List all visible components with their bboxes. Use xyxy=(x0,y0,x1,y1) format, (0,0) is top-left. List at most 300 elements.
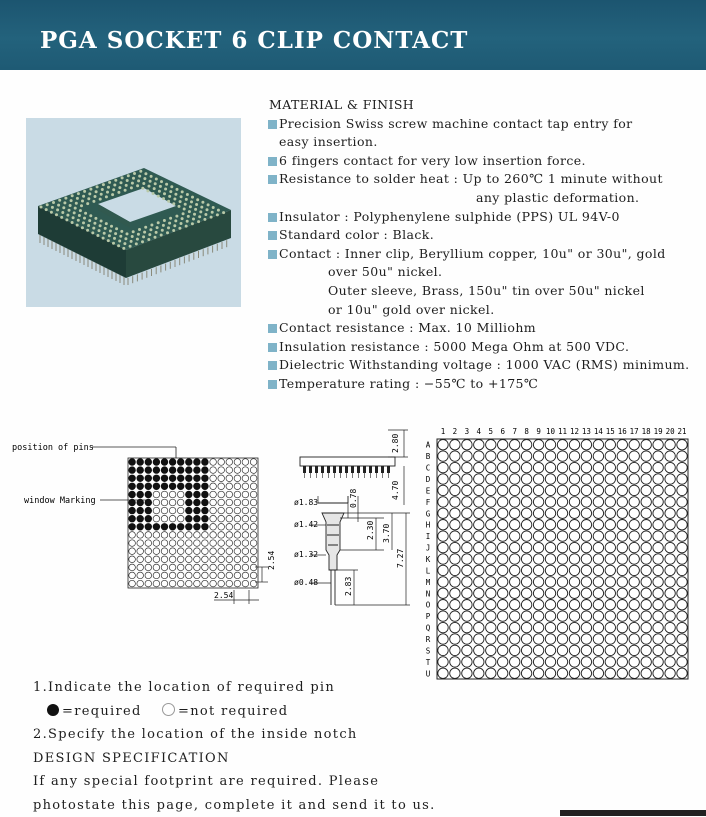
pin-cell[interactable] xyxy=(438,554,448,564)
pin-cell[interactable] xyxy=(581,440,591,450)
pin-cell[interactable] xyxy=(641,497,651,507)
pin-cell[interactable] xyxy=(617,462,627,472)
pin-cell[interactable] xyxy=(665,451,675,461)
pin-cell[interactable] xyxy=(617,474,627,484)
pin-cell[interactable] xyxy=(474,508,484,518)
pin-cell[interactable] xyxy=(665,565,675,575)
pin-cell[interactable] xyxy=(677,588,687,598)
pin-cell[interactable] xyxy=(641,474,651,484)
pin-cell[interactable] xyxy=(641,440,651,450)
pin-cell[interactable] xyxy=(521,520,531,530)
pin-cell[interactable] xyxy=(486,565,496,575)
pin-cell[interactable] xyxy=(581,645,591,655)
pin-cell[interactable] xyxy=(510,542,520,552)
pin-cell[interactable] xyxy=(462,474,472,484)
pin-cell[interactable] xyxy=(641,520,651,530)
pin-cell[interactable] xyxy=(450,451,460,461)
pin-cell[interactable] xyxy=(581,554,591,564)
pin-cell[interactable] xyxy=(462,622,472,632)
pin-cell[interactable] xyxy=(557,531,567,541)
pin-cell[interactable] xyxy=(629,588,639,598)
pin-cell[interactable] xyxy=(557,497,567,507)
pin-cell[interactable] xyxy=(450,600,460,610)
pin-cell[interactable] xyxy=(557,508,567,518)
pin-cell[interactable] xyxy=(677,508,687,518)
pin-cell[interactable] xyxy=(521,645,531,655)
pin-cell[interactable] xyxy=(438,668,448,678)
pin-cell[interactable] xyxy=(533,542,543,552)
pin-cell[interactable] xyxy=(462,668,472,678)
pin-cell[interactable] xyxy=(665,634,675,644)
pin-cell[interactable] xyxy=(498,645,508,655)
pin-cell[interactable] xyxy=(641,657,651,667)
pin-cell[interactable] xyxy=(569,657,579,667)
pin-cell[interactable] xyxy=(569,554,579,564)
pin-cell[interactable] xyxy=(474,645,484,655)
pin-cell[interactable] xyxy=(653,645,663,655)
pin-cell[interactable] xyxy=(498,657,508,667)
pin-cell[interactable] xyxy=(450,645,460,655)
pin-cell[interactable] xyxy=(605,622,615,632)
pin-cell[interactable] xyxy=(474,668,484,678)
pin-cell[interactable] xyxy=(557,451,567,461)
pin-cell[interactable] xyxy=(629,622,639,632)
pin-cell[interactable] xyxy=(486,497,496,507)
pin-cell[interactable] xyxy=(665,497,675,507)
pin-cell[interactable] xyxy=(581,462,591,472)
pin-cell[interactable] xyxy=(521,474,531,484)
pin-cell[interactable] xyxy=(462,634,472,644)
pin-cell[interactable] xyxy=(629,611,639,621)
pin-cell[interactable] xyxy=(653,634,663,644)
pin-cell[interactable] xyxy=(438,542,448,552)
pin-cell[interactable] xyxy=(629,440,639,450)
pin-cell[interactable] xyxy=(641,508,651,518)
pin-cell[interactable] xyxy=(462,440,472,450)
pin-cell[interactable] xyxy=(510,474,520,484)
pin-cell[interactable] xyxy=(581,565,591,575)
pin-cell[interactable] xyxy=(438,497,448,507)
pin-cell[interactable] xyxy=(593,485,603,495)
pin-cell[interactable] xyxy=(605,657,615,667)
pin-cell[interactable] xyxy=(581,622,591,632)
pin-cell[interactable] xyxy=(533,565,543,575)
pin-cell[interactable] xyxy=(510,440,520,450)
pin-cell[interactable] xyxy=(498,440,508,450)
pin-cell[interactable] xyxy=(677,462,687,472)
pin-cell[interactable] xyxy=(486,611,496,621)
pin-cell[interactable] xyxy=(438,588,448,598)
pin-cell[interactable] xyxy=(593,634,603,644)
pin-cell[interactable] xyxy=(498,542,508,552)
pin-cell[interactable] xyxy=(677,485,687,495)
pin-cell[interactable] xyxy=(438,622,448,632)
pin-cell[interactable] xyxy=(605,531,615,541)
pin-cell[interactable] xyxy=(641,634,651,644)
pin-cell[interactable] xyxy=(474,588,484,598)
pin-cell[interactable] xyxy=(629,634,639,644)
pin-cell[interactable] xyxy=(617,497,627,507)
pin-cell[interactable] xyxy=(450,622,460,632)
pin-cell[interactable] xyxy=(653,474,663,484)
pin-cell[interactable] xyxy=(510,554,520,564)
pin-cell[interactable] xyxy=(510,645,520,655)
pin-cell[interactable] xyxy=(629,508,639,518)
pin-cell[interactable] xyxy=(557,577,567,587)
pin-cell[interactable] xyxy=(581,508,591,518)
pin-cell[interactable] xyxy=(474,451,484,461)
pin-cell[interactable] xyxy=(605,440,615,450)
pin-cell[interactable] xyxy=(641,485,651,495)
pin-cell[interactable] xyxy=(521,531,531,541)
pin-cell[interactable] xyxy=(605,554,615,564)
pin-cell[interactable] xyxy=(510,508,520,518)
pin-cell[interactable] xyxy=(486,657,496,667)
pin-cell[interactable] xyxy=(450,508,460,518)
pin-cell[interactable] xyxy=(677,565,687,575)
pin-cell[interactable] xyxy=(438,508,448,518)
pin-cell[interactable] xyxy=(617,600,627,610)
pin-cell[interactable] xyxy=(605,508,615,518)
pin-cell[interactable] xyxy=(581,520,591,530)
pin-cell[interactable] xyxy=(677,600,687,610)
pin-cell[interactable] xyxy=(557,554,567,564)
pin-cell[interactable] xyxy=(569,634,579,644)
pin-cell[interactable] xyxy=(617,611,627,621)
pin-cell[interactable] xyxy=(450,462,460,472)
pin-cell[interactable] xyxy=(617,634,627,644)
pin-cell[interactable] xyxy=(450,542,460,552)
pin-cell[interactable] xyxy=(569,485,579,495)
pin-cell[interactable] xyxy=(498,577,508,587)
pin-cell[interactable] xyxy=(629,657,639,667)
pin-cell[interactable] xyxy=(557,657,567,667)
pin-cell[interactable] xyxy=(545,508,555,518)
pin-cell[interactable] xyxy=(545,474,555,484)
pin-cell[interactable] xyxy=(486,577,496,587)
pin-cell[interactable] xyxy=(545,520,555,530)
pin-cell[interactable] xyxy=(462,611,472,621)
pin-cell[interactable] xyxy=(486,554,496,564)
pin-cell[interactable] xyxy=(593,645,603,655)
pin-cell[interactable] xyxy=(665,600,675,610)
pin-cell[interactable] xyxy=(641,588,651,598)
pin-cell[interactable] xyxy=(557,588,567,598)
pin-cell[interactable] xyxy=(605,520,615,530)
pin-cell[interactable] xyxy=(593,611,603,621)
pin-cell[interactable] xyxy=(641,565,651,575)
pin-cell[interactable] xyxy=(569,497,579,507)
pin-cell[interactable] xyxy=(617,520,627,530)
pin-cell[interactable] xyxy=(450,531,460,541)
pin-cell[interactable] xyxy=(450,520,460,530)
pin-cell[interactable] xyxy=(581,542,591,552)
pin-cell[interactable] xyxy=(653,440,663,450)
pin-cell[interactable] xyxy=(593,600,603,610)
pin-cell[interactable] xyxy=(641,451,651,461)
pin-cell[interactable] xyxy=(629,565,639,575)
pin-cell[interactable] xyxy=(581,531,591,541)
pin-cell[interactable] xyxy=(557,520,567,530)
pin-cell[interactable] xyxy=(593,440,603,450)
pin-cell[interactable] xyxy=(677,497,687,507)
pin-cell[interactable] xyxy=(438,485,448,495)
pin-cell[interactable] xyxy=(617,622,627,632)
pin-cell[interactable] xyxy=(438,531,448,541)
pin-cell[interactable] xyxy=(605,565,615,575)
pin-cell[interactable] xyxy=(629,520,639,530)
pin-cell[interactable] xyxy=(486,634,496,644)
pin-cell[interactable] xyxy=(486,440,496,450)
pin-cell[interactable] xyxy=(462,520,472,530)
pin-cell[interactable] xyxy=(486,600,496,610)
pin-cell[interactable] xyxy=(474,520,484,530)
pin-cell[interactable] xyxy=(569,577,579,587)
pin-cell[interactable] xyxy=(557,462,567,472)
pin-cell[interactable] xyxy=(593,474,603,484)
pin-cell[interactable] xyxy=(581,451,591,461)
pin-cell[interactable] xyxy=(510,520,520,530)
pin-cell[interactable] xyxy=(629,542,639,552)
pin-cell[interactable] xyxy=(665,462,675,472)
pin-cell[interactable] xyxy=(474,622,484,632)
pin-cell[interactable] xyxy=(486,508,496,518)
pin-cell[interactable] xyxy=(521,554,531,564)
pin-cell[interactable] xyxy=(486,531,496,541)
pin-cell[interactable] xyxy=(533,520,543,530)
pin-cell[interactable] xyxy=(665,668,675,678)
pin-cell[interactable] xyxy=(510,600,520,610)
pin-cell[interactable] xyxy=(665,542,675,552)
pin-cell[interactable] xyxy=(510,611,520,621)
pin-cell[interactable] xyxy=(557,440,567,450)
pin-cell[interactable] xyxy=(545,542,555,552)
pin-cell[interactable] xyxy=(450,474,460,484)
pin-cell[interactable] xyxy=(569,440,579,450)
pin-cell[interactable] xyxy=(498,565,508,575)
pin-cell[interactable] xyxy=(569,508,579,518)
pin-cell[interactable] xyxy=(498,451,508,461)
pin-cell[interactable] xyxy=(557,611,567,621)
pin-cell[interactable] xyxy=(665,520,675,530)
pin-cell[interactable] xyxy=(677,645,687,655)
pin-cell[interactable] xyxy=(605,474,615,484)
pin-cell[interactable] xyxy=(569,520,579,530)
pin-cell[interactable] xyxy=(593,577,603,587)
pin-cell[interactable] xyxy=(545,554,555,564)
pin-cell[interactable] xyxy=(510,497,520,507)
pin-cell[interactable] xyxy=(653,611,663,621)
pin-cell[interactable] xyxy=(629,485,639,495)
pin-cell[interactable] xyxy=(462,542,472,552)
pin-cell[interactable] xyxy=(569,565,579,575)
pin-cell[interactable] xyxy=(474,657,484,667)
pin-cell[interactable] xyxy=(510,622,520,632)
pin-cell[interactable] xyxy=(677,531,687,541)
pin-cell[interactable] xyxy=(629,474,639,484)
pin-cell[interactable] xyxy=(617,451,627,461)
pin-cell[interactable] xyxy=(521,668,531,678)
pin-cell[interactable] xyxy=(498,520,508,530)
pin-cell[interactable] xyxy=(641,554,651,564)
pin-cell[interactable] xyxy=(569,588,579,598)
pin-cell[interactable] xyxy=(474,634,484,644)
pin-cell[interactable] xyxy=(521,451,531,461)
pin-cell[interactable] xyxy=(557,542,567,552)
pin-cell[interactable] xyxy=(617,577,627,587)
pin-cell[interactable] xyxy=(617,645,627,655)
pin-cell[interactable] xyxy=(462,657,472,667)
pin-cell[interactable] xyxy=(533,451,543,461)
pin-cell[interactable] xyxy=(593,554,603,564)
pin-cell[interactable] xyxy=(581,577,591,587)
pin-cell[interactable] xyxy=(450,577,460,587)
pin-cell[interactable] xyxy=(545,565,555,575)
pin-cell[interactable] xyxy=(593,462,603,472)
pin-cell[interactable] xyxy=(474,440,484,450)
pin-cell[interactable] xyxy=(486,542,496,552)
pin-cell[interactable] xyxy=(545,645,555,655)
pin-cell[interactable] xyxy=(462,497,472,507)
pin-cell[interactable] xyxy=(438,645,448,655)
pin-cell[interactable] xyxy=(498,531,508,541)
pin-cell[interactable] xyxy=(486,520,496,530)
pin-cell[interactable] xyxy=(545,668,555,678)
pin-cell[interactable] xyxy=(533,600,543,610)
pin-cell[interactable] xyxy=(498,600,508,610)
pin-cell[interactable] xyxy=(653,520,663,530)
pin-cell[interactable] xyxy=(510,657,520,667)
pin-cell[interactable] xyxy=(450,611,460,621)
pin-cell[interactable] xyxy=(533,668,543,678)
pin-cell[interactable] xyxy=(629,451,639,461)
pin-cell[interactable] xyxy=(665,531,675,541)
pin-cell[interactable] xyxy=(450,440,460,450)
pin-cell[interactable] xyxy=(521,577,531,587)
pin-cell[interactable] xyxy=(653,531,663,541)
pin-cell[interactable] xyxy=(533,508,543,518)
pin-cell[interactable] xyxy=(438,657,448,667)
pin-cell[interactable] xyxy=(653,542,663,552)
pin-cell[interactable] xyxy=(677,657,687,667)
pin-cell[interactable] xyxy=(521,622,531,632)
pin-cell[interactable] xyxy=(474,474,484,484)
pin-cell[interactable] xyxy=(486,485,496,495)
pin-cell[interactable] xyxy=(533,577,543,587)
pin-cell[interactable] xyxy=(605,577,615,587)
pin-cell[interactable] xyxy=(462,531,472,541)
pin-cell[interactable] xyxy=(438,520,448,530)
pin-cell[interactable] xyxy=(462,600,472,610)
pin-cell[interactable] xyxy=(605,588,615,598)
pin-cell[interactable] xyxy=(629,531,639,541)
pin-cell[interactable] xyxy=(498,508,508,518)
pin-cell[interactable] xyxy=(593,668,603,678)
pin-cell[interactable] xyxy=(665,474,675,484)
pin-cell[interactable] xyxy=(438,451,448,461)
pin-cell[interactable] xyxy=(593,497,603,507)
pin-cell[interactable] xyxy=(641,668,651,678)
pin-cell[interactable] xyxy=(545,622,555,632)
pin-cell[interactable] xyxy=(605,611,615,621)
pin-cell[interactable] xyxy=(653,668,663,678)
pin-cell[interactable] xyxy=(545,588,555,598)
pin-cell[interactable] xyxy=(569,645,579,655)
pin-cell[interactable] xyxy=(617,668,627,678)
pin-cell[interactable] xyxy=(557,474,567,484)
pin-cell[interactable] xyxy=(462,554,472,564)
pin-cell[interactable] xyxy=(533,531,543,541)
pin-cell[interactable] xyxy=(510,462,520,472)
pin-cell[interactable] xyxy=(498,474,508,484)
pin-cell[interactable] xyxy=(569,600,579,610)
pin-cell[interactable] xyxy=(617,565,627,575)
pin-cell[interactable] xyxy=(629,577,639,587)
pin-cell[interactable] xyxy=(629,600,639,610)
pin-cell[interactable] xyxy=(617,657,627,667)
pin-cell[interactable] xyxy=(557,645,567,655)
pin-cell[interactable] xyxy=(581,611,591,621)
pin-cell[interactable] xyxy=(521,634,531,644)
pin-cell[interactable] xyxy=(462,645,472,655)
pin-cell[interactable] xyxy=(521,440,531,450)
pin-cell[interactable] xyxy=(665,611,675,621)
pin-cell[interactable] xyxy=(569,462,579,472)
pin-cell[interactable] xyxy=(462,577,472,587)
pin-cell[interactable] xyxy=(498,462,508,472)
pin-cell[interactable] xyxy=(677,611,687,621)
pin-cell[interactable] xyxy=(545,497,555,507)
pin-cell[interactable] xyxy=(438,474,448,484)
pin-cell[interactable] xyxy=(641,645,651,655)
pin-cell[interactable] xyxy=(641,611,651,621)
pin-cell[interactable] xyxy=(665,645,675,655)
pin-cell[interactable] xyxy=(438,440,448,450)
pin-cell[interactable] xyxy=(533,657,543,667)
pin-cell[interactable] xyxy=(641,531,651,541)
pin-cell[interactable] xyxy=(521,565,531,575)
pin-cell[interactable] xyxy=(605,668,615,678)
pin-cell[interactable] xyxy=(498,611,508,621)
pin-cell[interactable] xyxy=(677,554,687,564)
pin-cell[interactable] xyxy=(653,554,663,564)
pin-cell[interactable] xyxy=(510,451,520,461)
pin-cell[interactable] xyxy=(605,497,615,507)
pin-cell[interactable] xyxy=(605,600,615,610)
pin-cell[interactable] xyxy=(521,588,531,598)
pin-cell[interactable] xyxy=(498,668,508,678)
pin-cell[interactable] xyxy=(438,611,448,621)
pin-cell[interactable] xyxy=(557,600,567,610)
pin-cell[interactable] xyxy=(641,542,651,552)
pin-cell[interactable] xyxy=(653,588,663,598)
pin-cell[interactable] xyxy=(581,657,591,667)
pin-cell[interactable] xyxy=(533,485,543,495)
pin-cell[interactable] xyxy=(545,611,555,621)
pin-cell[interactable] xyxy=(653,462,663,472)
pin-cell[interactable] xyxy=(593,508,603,518)
pin-cell[interactable] xyxy=(569,622,579,632)
pin-cell[interactable] xyxy=(569,668,579,678)
pin-cell[interactable] xyxy=(533,497,543,507)
pin-cell[interactable] xyxy=(665,657,675,667)
pin-cell[interactable] xyxy=(474,462,484,472)
pin-cell[interactable] xyxy=(521,485,531,495)
pin-cell[interactable] xyxy=(581,485,591,495)
pin-cell[interactable] xyxy=(665,577,675,587)
pin-cell[interactable] xyxy=(641,600,651,610)
pin-cell[interactable] xyxy=(474,485,484,495)
